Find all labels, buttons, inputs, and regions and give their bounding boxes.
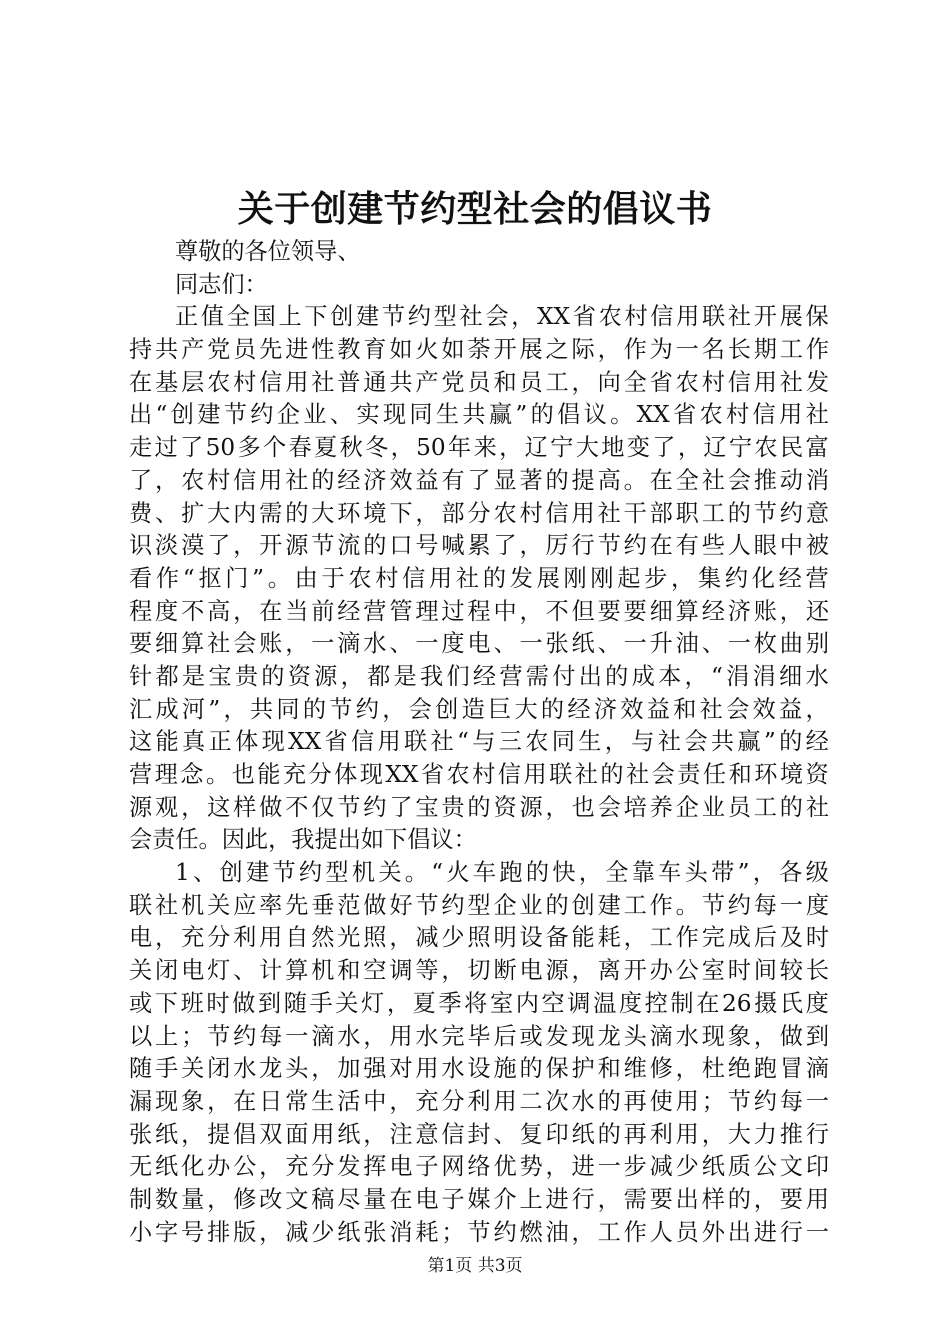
body-line: 无 纸 化 办 公 ， 充 分 发 挥 电 子 网 络 优 势 ， 进 一 步 减 少 纸 质 公 文 印 [129, 1153, 829, 1181]
body-line: 随 手 关 闭 水 龙 头 ， 加 强 对 用 水 设 施 的 保 护 和 维 修 ， 杜 绝 跑 冒 滴 [129, 1055, 829, 1083]
document-body [129, 236, 829, 1249]
body-line: 出 “ 创 建 节 约 企 业 、 实 现 同 生 共 赢 ” 的 倡 议 。 XX 省 农 村 信 用 社 [129, 401, 829, 429]
body-line: 源 观 ， 这 样 做 不 仅 节 约 了 宝 贵 的 资 源 ， 也 会 培 养 企 业 员 工 的 社 [129, 793, 829, 821]
body-line: 走 过 了 50 多 个 春 夏 秋 冬 ， 50 年 来 ， 辽 宁 大 地 变 了 ， 辽 宁 农 民 富 [129, 434, 829, 462]
body-line: 这 能 真 正 体 现 XX 省 信 用 联 社 “ 与 三 农 同 生 ， 与 社 会 共 赢 ” 的 经 [129, 728, 829, 756]
body-line: 联 社 机 关 应 率 先 垂 范 做 好 节 约 型 企 业 的 创 建 工 作 。 节 约 每 一 度 [129, 891, 829, 919]
body-line: 程 度 不 高 ， 在 当 前 经 营 管 理 过 程 中 ， 不 但 要 要 细 算 经 济 账 ， 还 [129, 597, 829, 625]
body-line: 识 淡 漠 了 ， 开 源 节 流 的 口 号 喊 累 了 ， 厉 行 节 约 在 有 些 人 眼 中 被 [129, 532, 829, 560]
body-line: 小 字 号 排 版 ， 减 少 纸 张 消 耗 ； 节 约 燃 油 ， 工 作 人 员 外 出 进 行 一 [129, 1218, 829, 1246]
body-line: 正 值 全 国 上 下 创 建 节 约 型 社 会 ， XX 省 农 村 信 用 联 社 开 展 保 [175, 303, 829, 331]
body-line: 费 、 扩 大 内 需 的 大 环 境 下 ， 部 分 农 村 信 用 社 干 部 职 工 的 节 约 意 [129, 499, 829, 527]
body-line: 张 纸 ， 提 倡 双 面 用 纸 ， 注 意 信 封 、 复 印 纸 的 再 利 用 ， 大 力 推 行 [129, 1120, 829, 1148]
body-line: 或 下 班 时 做 到 随 手 关 灯 ， 夏 季 将 室 内 空 调 温 度 控 制 在 26 摄 氏 度 [129, 989, 829, 1017]
body-line: 会责任。因此，我提出如下倡议： [129, 826, 477, 854]
body-line: 看 作 “ 抠 门 ” 。 由 于 农 村 信 用 社 的 发 展 刚 刚 起 步 ， 集 约 化 经 营 [129, 564, 829, 592]
body-line: 汇 成 河 ” ， 共 同 的 节 约 ， 会 创 造 巨 大 的 经 济 效 益 和 社 会 效 益 ， [129, 695, 829, 723]
page-footer: 第1页 共3页 [427, 1256, 523, 1276]
body-line: 关 闭 电 灯 、 计 算 机 和 空 调 等 ， 切 断 电 源 ， 离 开 办 公 室 时 间 较 长 [129, 957, 829, 985]
document-title: 关于创建节约型社会的倡议书 [237, 188, 713, 230]
body-line: 电 ， 充 分 利 用 自 然 光 照 ， 减 少 照 明 设 备 能 耗 ， 工 作 完 成 后 及 时 [129, 924, 829, 952]
body-line: 在 基 层 农 村 信 用 社 普 通 共 产 党 员 和 员 工 ， 向 全 省 农 村 信 用 社 发 [129, 368, 829, 396]
salutation-line: 尊敬的各位领导、 [175, 238, 361, 265]
body-line: 持 共 产 党 员 先 进 性 教 育 如 火 如 荼 开 展 之 际 ， 作 为 一 名 长 期 工 作 [129, 336, 829, 364]
salutation-line: 同志们： [175, 270, 268, 298]
body-line: 1 、 创 建 节 约 型 机 关 。 “ 火 车 跑 的 快 ， 全 靠 车 头 带 ” ， 各 级 [175, 859, 829, 887]
body-line: 要 细 算 社 会 账 ， 一 滴 水 、 一 度 电 、 一 张 纸 、 一 升 油 、 一 枚 曲 别 [129, 630, 829, 658]
body-line: 了 ， 农 村 信 用 社 的 经 济 效 益 有 了 显 著 的 提 高 。 在 全 社 会 推 动 消 [129, 466, 829, 494]
body-line: 营 理 念 。 也 能 充 分 体 现 XX 省 农 村 信 用 联 社 的 社 会 责 任 和 环 境 资 [129, 761, 829, 788]
body-line: 制 数 量 ， 修 改 文 稿 尽 量 在 电 子 媒 介 上 进 行 ， 需 要 出 样 的 ， 要 用 [129, 1185, 829, 1213]
body-line: 针 都 是 宝 贵 的 资 源 ， 都 是 我 们 经 营 需 付 出 的 成 本 ， “ 涓 涓 细 水 [129, 662, 829, 690]
body-line: 以 上 ； 节 约 每 一 滴 水 ， 用 水 完 毕 后 或 发 现 龙 头 滴 水 现 象 ， 做 到 [129, 1022, 829, 1050]
body-line: 漏 现 象 ， 在 日 常 生 活 中 ， 充 分 利 用 二 次 水 的 再 使 用 ； 节 约 每 一 [129, 1087, 829, 1115]
